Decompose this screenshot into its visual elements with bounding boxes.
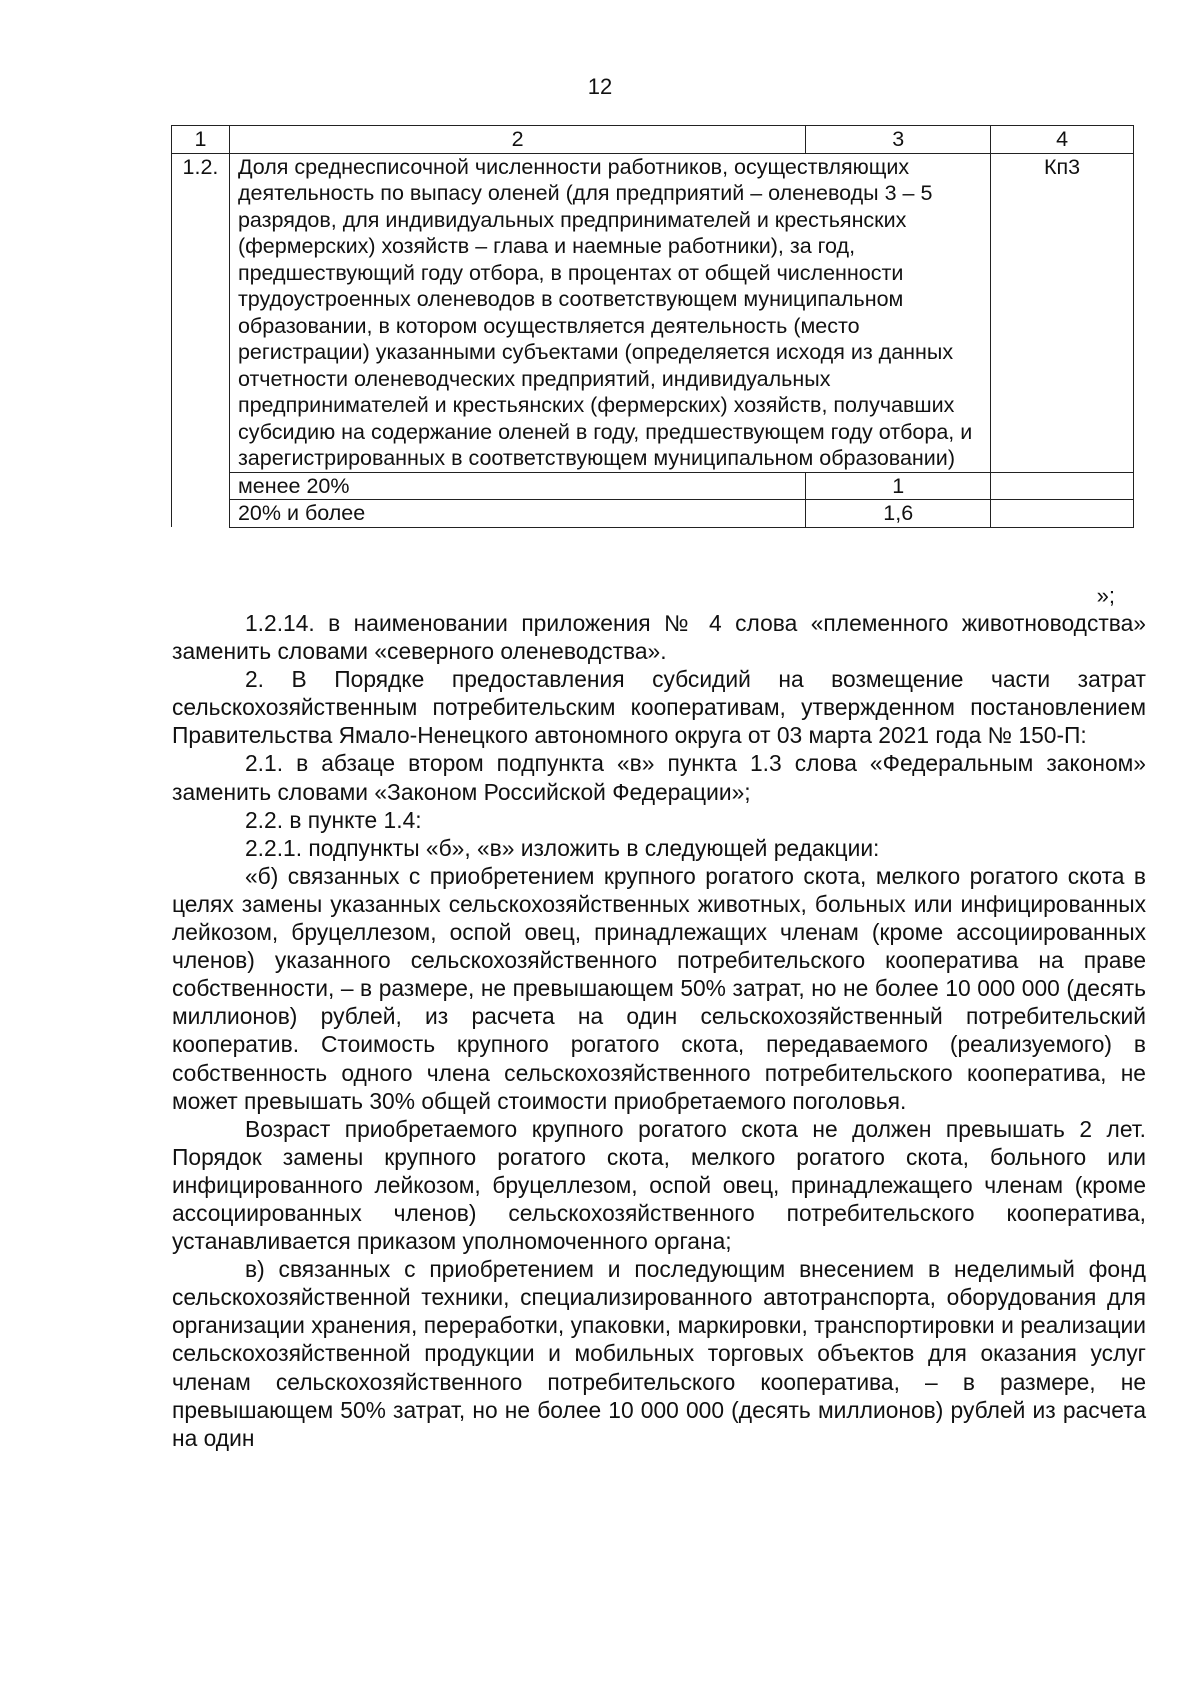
table-row: [172, 500, 1134, 528]
criterion-code-cell: Кп3: [991, 153, 1134, 472]
table-header-cell: 1: [172, 126, 230, 154]
closing-quote: »;: [1096, 583, 1115, 608]
criterion-description-cell: Доля среднесписочной численности работников, осуществляющих деятельность по выпасу оленей (для предприятий – оленеводы 3 – 5 разрядов, для индивидуальных предпринимателей и крестьянских (фермерских) хозяйств – глава и наемные работники), за год, предшествующий году отбора, в процентах от общей численности трудоустроенных оленеводов в соответствующем муниципальном образовании, в котором осуществляется деятельность (место регистрации) указанными субъектами (определяется исходя из данных отчетности оленеводческих предприятий, индивидуальных предпринимателей и крестьянских (фермерских) хозяйств, получавших субсидию на содержание оленей в году, предшествующем году отбора, и зарегистрированных в соответствующем муниципальном образовании): [229, 153, 990, 472]
table-header-cell: 3: [806, 126, 991, 154]
empty-cell: [991, 472, 1134, 500]
criteria-table: [171, 125, 1134, 528]
paragraph: в) связанных с приобретением и последующим внесением в неделимый фонд сельскохозяйственной техники, специализированного автотранспорта, оборудования для организации хранения, переработки, упаковки, маркировки, транспортировки и реализации сельскохозяйственной продукции и мобильных торговых объектов для оказания услуг членам сельскохозяйственного потребительского кооператива, – в размере, не превышающем 50% затрат, но не более 10 000 000 (десять миллионов) рублей из расчета на один: [172, 1256, 1146, 1451]
sub-row-label: менее 20%: [229, 472, 805, 500]
paragraph: Возраст приобретаемого крупного рогатого скота не должен превышать 2 лет. Порядок замены крупного рогатого скота, мелкого рогатого скота, больного или инфицированного лейкозом, бруцеллезом, оспой овец, принадлежащего членам (кроме ассоциированных членов) сельскохозяйственного потребительского кооператива, устанавливается приказом уполномоченного органа;: [172, 1115, 1146, 1255]
table-header-row: [172, 126, 1134, 154]
table-header-cell: 4: [991, 126, 1134, 154]
paragraph: 2.1. в абзаце втором подпункта «в» пункта 1.3 слова «Федеральным законом» заменить словами «Законом Российской Федерации»;: [172, 750, 1146, 805]
paragraph: 2.2.1. подпункты «б», «в» изложить в следующей редакции:: [245, 834, 880, 861]
empty-cell: [991, 500, 1134, 528]
paragraph: 2.2. в пункте 1.4:: [245, 806, 422, 833]
paragraph: 1.2.14. в наименовании приложения № 4 слова «племенного животноводства» заменить словами «северного оленеводства».: [172, 610, 1146, 665]
table-row: [172, 153, 1134, 472]
page-number: 12: [587, 74, 613, 99]
table-row: [172, 472, 1134, 500]
sub-row-label: 20% и более: [229, 500, 805, 528]
sub-row-value: 1: [806, 472, 991, 500]
paragraph: 2. В Порядке предоставления субсидий на возмещение части затрат сельскохозяйственным потребительским кооперативам, утвержденном постановлением Правительства Ямало-Ненецкого автономного округа от 03 марта 2021 года № 150-П:: [172, 666, 1146, 749]
paragraph: «б) связанных с приобретением крупного рогатого скота, мелкого рогатого скота в целях замены указанных сельскохозяйственных животных, больных или инфицированных лейкозом, бруцеллезом, оспой овец, принадлежащих членам (кроме ассоциированных членов) указанного сельскохозяйственного потребительского кооператива на праве собственности, – в размере, не превышающем 50% затрат, но не более 10 000 000 (десять миллионов) рублей, из расчета на один сельскохозяйственный потребительский кооператив. Стоимость крупного рогатого скота, передаваемого (реализуемого) в собственность одного члена сельскохозяйственного потребительского кооператива, не может превышать 30% общей стоимости приобретаемого поголовья.: [172, 862, 1146, 1114]
document-body: [172, 609, 1146, 1452]
sub-row-value: 1,6: [806, 500, 991, 528]
table-header-cell: 2: [229, 126, 805, 154]
row-number-cell: 1.2.: [172, 153, 230, 527]
